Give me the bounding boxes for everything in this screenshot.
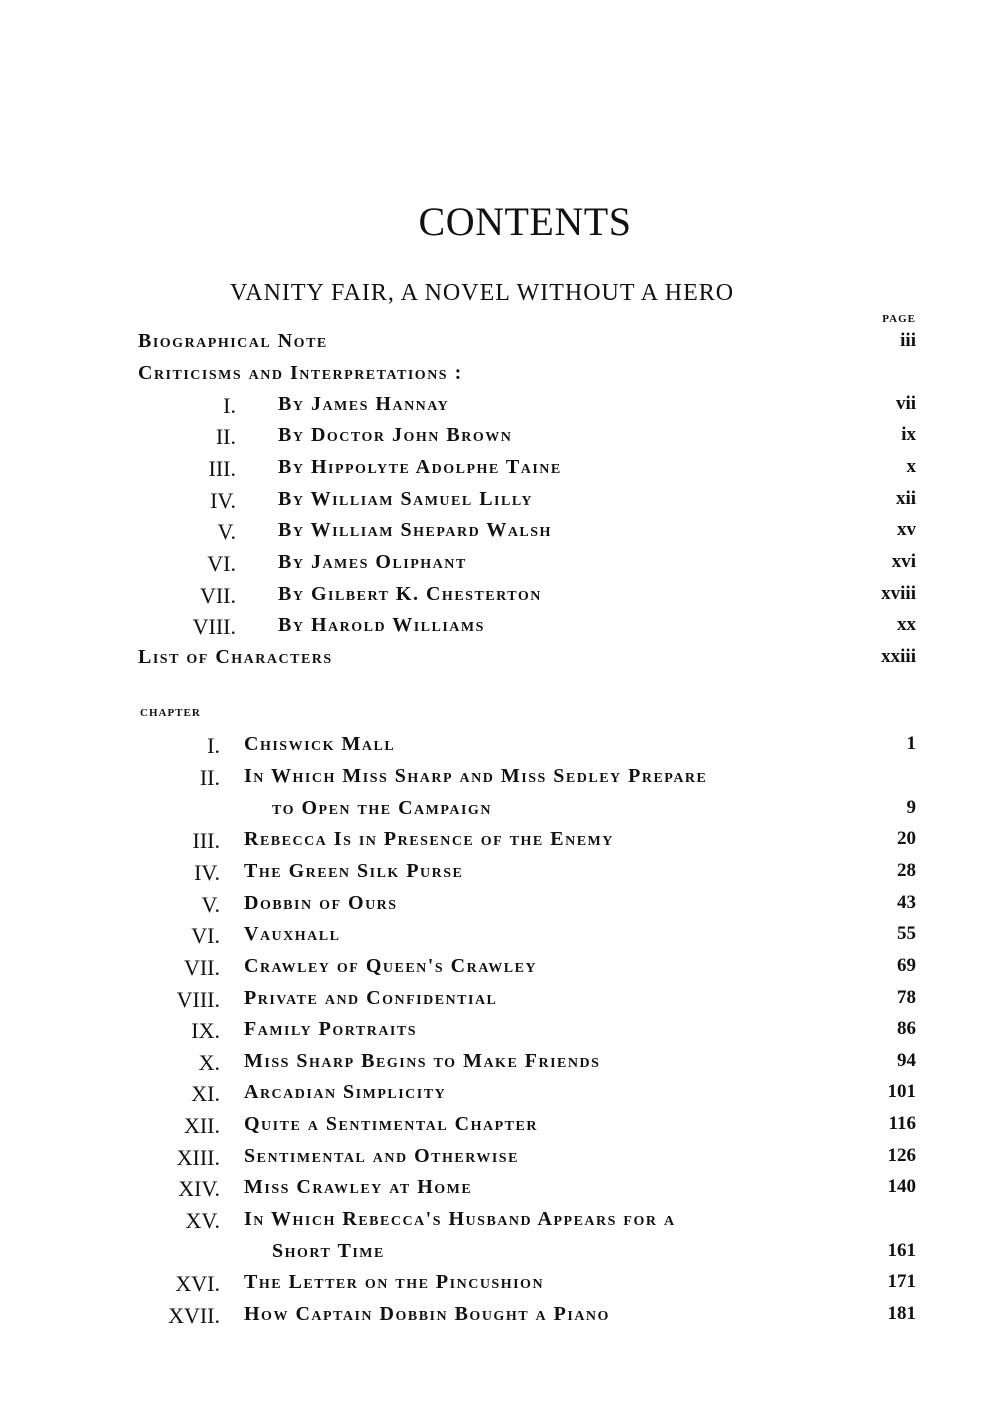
chapter-entry[interactable] (140, 955, 916, 985)
chapter-number: VIII. (176, 987, 220, 1012)
chapter-entry[interactable] (140, 987, 916, 1017)
toc-entry-title: By Gilbert K. Chesterton (278, 583, 542, 605)
chapter-entry[interactable] (140, 733, 916, 763)
toc-entry-page: xviii (881, 583, 916, 604)
chapter-title: In Which Miss Sharp and Miss Sedley Prepare (244, 765, 708, 787)
toc-entry-title: Criticisms and Interpretations : (138, 362, 463, 384)
toc-entry[interactable] (140, 519, 916, 549)
toc-entry[interactable] (140, 456, 916, 486)
chapter-title: The Green Silk Purse (244, 860, 464, 882)
chapter-page: 55 (897, 923, 916, 944)
chapter-title: The Letter on the Pincushion (244, 1271, 545, 1293)
toc-entry-title: By William Samuel Lilly (278, 488, 534, 510)
toc-section-heading (138, 362, 916, 392)
chapter-number: XVI. (175, 1271, 220, 1296)
chapter-number: IX. (191, 1018, 220, 1043)
toc-entry-page: xv (897, 519, 916, 540)
toc-entry-number: IV. (210, 488, 236, 513)
chapter-page: 161 (887, 1240, 916, 1261)
toc-entry-page: xvi (891, 551, 916, 572)
toc-entry-number: VII. (199, 583, 236, 608)
chapter-number: XI. (191, 1081, 220, 1106)
toc-entry-page: ix (901, 424, 916, 445)
chapter-title: How Captain Dobbin Bought a Piano (244, 1303, 610, 1325)
chapter-entry[interactable] (140, 892, 916, 922)
toc-entry-title: Biographical Note (138, 330, 328, 352)
toc-entry-title: By James Oliphant (278, 551, 467, 573)
toc-entry[interactable] (140, 424, 916, 454)
chapter-entry[interactable] (140, 923, 916, 953)
chapter-entry[interactable] (140, 1271, 916, 1301)
toc-entry-number: I. (223, 393, 236, 418)
chapter-number: XII. (183, 1113, 220, 1138)
page-title: CONTENTS (418, 199, 632, 244)
chapter-title-continued: Short Time (272, 1240, 385, 1262)
toc-entry[interactable] (140, 583, 916, 613)
chapter-page: 101 (887, 1081, 916, 1102)
chapter-title: Rebecca Is in Presence of the Enemy (244, 828, 614, 850)
chapter-page: 78 (897, 987, 916, 1008)
chapter-number: XV. (185, 1208, 220, 1233)
chapter-entry[interactable] (140, 828, 916, 858)
chapter-entry[interactable] (140, 1050, 916, 1080)
chapter-title: In Which Rebecca's Husband Appears for a (244, 1208, 676, 1230)
toc-entry-title: By James Hannay (278, 393, 450, 415)
chapter-title: Quite a Sentimental Chapter (244, 1113, 538, 1135)
toc-entry-title: By Harold Williams (278, 614, 485, 636)
chapter-page: 94 (897, 1050, 916, 1071)
chapter-entry[interactable] (140, 765, 916, 795)
chapter-number: III. (192, 828, 220, 853)
toc-entry-page: vii (895, 393, 916, 414)
chapter-title: Crawley of Queen's Crawley (244, 955, 538, 977)
chapter-title: Chiswick Mall (244, 733, 396, 755)
chapter-entry[interactable] (140, 1113, 916, 1143)
chapter-column-heading: CHAPTER (140, 707, 201, 719)
toc-entry-page: iii (900, 330, 916, 351)
chapter-entry-continuation[interactable] (140, 1240, 916, 1270)
toc-entry[interactable] (138, 646, 916, 676)
chapter-title: Private and Confidential (244, 987, 498, 1009)
chapter-title: Miss Crawley at Home (244, 1176, 473, 1198)
chapter-page: 116 (888, 1113, 916, 1134)
toc-entry-number: II. (215, 424, 236, 449)
chapter-title: Miss Sharp Begins to Make Friends (244, 1050, 601, 1072)
page-column-heading: PAGE (882, 313, 916, 325)
chapter-entry-continuation[interactable] (140, 797, 916, 827)
chapter-page: 181 (887, 1303, 916, 1324)
toc-entry-title: By Doctor John Brown (278, 424, 513, 446)
toc-entry-number: III. (208, 456, 236, 481)
toc-entry-page: xx (897, 614, 916, 635)
chapter-page: 1 (906, 733, 916, 754)
chapter-number: VI. (191, 923, 220, 948)
chapter-number: II. (199, 765, 220, 790)
chapter-page: 69 (897, 955, 916, 976)
toc-entry-title: By Hippolyte Adolphe Taine (278, 456, 562, 478)
chapter-number: X. (198, 1050, 220, 1075)
chapter-page: 126 (887, 1145, 916, 1166)
toc-entry-title: By William Shepard Walsh (278, 519, 552, 541)
toc-entry[interactable] (140, 551, 916, 581)
chapter-page: 86 (897, 1018, 916, 1039)
chapter-entry[interactable] (140, 860, 916, 890)
chapter-number: VII. (183, 955, 220, 980)
chapter-page: 140 (887, 1176, 916, 1197)
chapter-title: Sentimental and Otherwise (244, 1145, 519, 1167)
chapter-page: 20 (897, 828, 916, 849)
chapter-title: Vauxhall (244, 923, 341, 945)
chapter-number: XIV. (178, 1176, 220, 1201)
chapter-entry[interactable] (140, 1018, 916, 1048)
toc-entry[interactable] (140, 614, 916, 644)
toc-entry-number: V. (217, 519, 236, 544)
chapter-entry[interactable] (140, 1208, 916, 1238)
chapter-entry[interactable] (140, 1145, 916, 1175)
chapter-title: Dobbin of Ours (244, 892, 398, 914)
toc-entry-title: List of Characters (138, 646, 333, 668)
toc-entry-number: VIII. (192, 614, 236, 639)
chapter-entry[interactable] (140, 1081, 916, 1111)
chapter-number: I. (207, 733, 220, 758)
toc-entry-number: VI. (207, 551, 236, 576)
chapter-page: 171 (887, 1271, 916, 1292)
toc-entry[interactable] (140, 393, 916, 423)
chapter-title-continued: to Open the Campaign (272, 797, 492, 819)
chapter-title: Arcadian Simplicity (244, 1081, 447, 1103)
chapter-page: 9 (906, 797, 916, 818)
toc-entry-page: xii (895, 488, 916, 509)
chapter-page: 28 (897, 860, 916, 881)
chapter-entry[interactable] (140, 1176, 916, 1206)
toc-entry[interactable] (140, 488, 916, 518)
toc-entry-page: xxiii (881, 646, 916, 667)
chapter-page: 43 (897, 892, 916, 913)
chapter-number: XVII. (168, 1303, 220, 1328)
chapter-number: XIII. (176, 1145, 220, 1170)
toc-entry-page: x (906, 456, 916, 477)
book-subtitle: VANITY FAIR, A NOVEL WITHOUT A HERO (230, 280, 735, 306)
chapter-title: Family Portraits (244, 1018, 418, 1040)
chapter-entry[interactable] (140, 1303, 916, 1333)
chapter-number: IV. (194, 860, 220, 885)
chapter-number: V. (201, 892, 220, 917)
toc-entry[interactable] (138, 330, 916, 360)
